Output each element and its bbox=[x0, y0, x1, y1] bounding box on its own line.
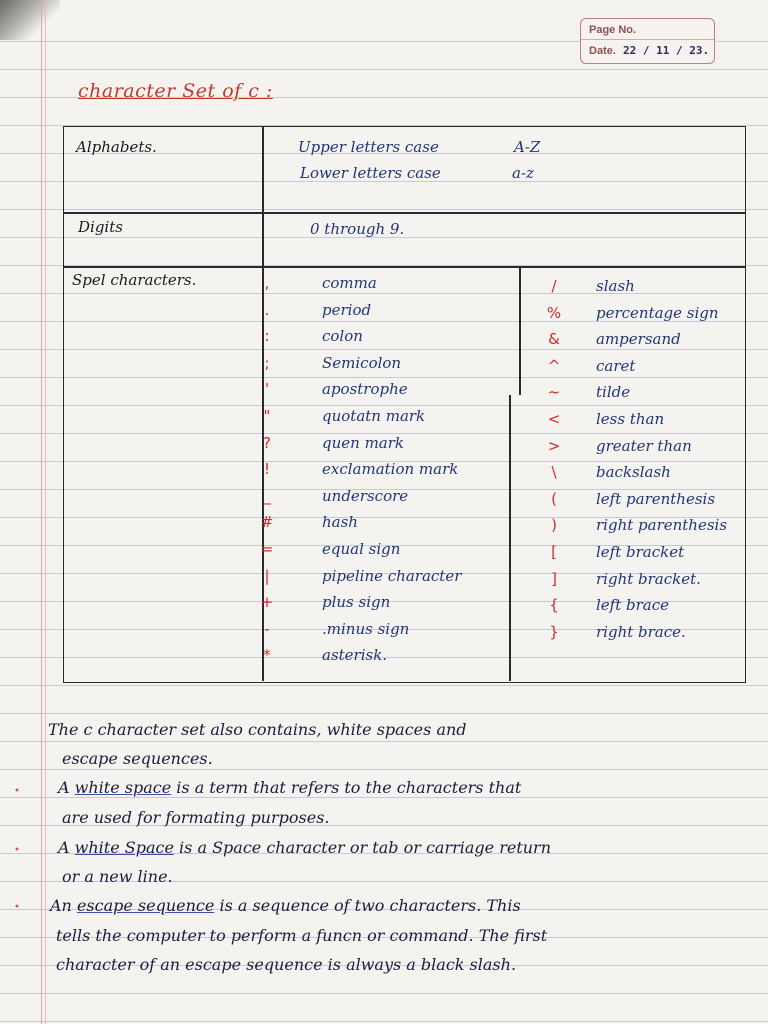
note-1-line-1: The c character set also contains, white spaces and bbox=[48, 720, 467, 739]
note-2-line-1 bbox=[58, 778, 521, 797]
right-item-name: less than bbox=[596, 410, 665, 428]
right-item-name: tilde bbox=[596, 383, 631, 402]
left-item-name: apostrophe bbox=[322, 380, 408, 399]
note-4-term: escape sequence bbox=[76, 896, 215, 915]
right-item-name: caret bbox=[596, 356, 636, 375]
left-item-name: asterisk. bbox=[322, 646, 388, 665]
left-item-name: .minus sign bbox=[322, 619, 410, 638]
left-item-symbol: ' bbox=[264, 380, 270, 399]
note-3-term: white Space bbox=[74, 838, 174, 857]
note-2-rest: is a term that refers to the characters that bbox=[176, 778, 522, 797]
right-item-name: backslash bbox=[596, 463, 671, 482]
date-row bbox=[589, 44, 709, 57]
note-3-line-2: or a new line. bbox=[62, 867, 173, 886]
right-item-symbol: ~ bbox=[547, 383, 561, 402]
right-item-name: ampersand bbox=[596, 330, 681, 349]
special-column-divider-bottom bbox=[509, 395, 511, 681]
note-4-rest: is a sequence of two characters. This bbox=[219, 896, 521, 915]
right-item-name: right bracket. bbox=[596, 569, 701, 588]
alphabets-label: Alphabets. bbox=[76, 138, 157, 156]
note-4-line-2: tells the computer to perform a funcn or command. The first bbox=[56, 926, 548, 945]
note-4-line-1 bbox=[50, 896, 521, 915]
note-1-line-2: escape sequences. bbox=[62, 749, 213, 768]
page-number-box bbox=[580, 18, 715, 64]
left-item-symbol: # bbox=[260, 513, 274, 532]
page-box-divider bbox=[581, 39, 714, 40]
right-item-symbol: % bbox=[546, 303, 562, 322]
right-item-symbol: > bbox=[547, 436, 561, 455]
right-item-symbol: \ bbox=[551, 463, 557, 482]
left-item-name: equal sign bbox=[322, 540, 401, 558]
left-item-name: colon bbox=[322, 327, 363, 346]
left-item-name: exclamation mark bbox=[322, 460, 459, 479]
right-item-symbol: ( bbox=[551, 489, 557, 508]
right-item-symbol: ] bbox=[551, 569, 557, 588]
table-row-divider-2 bbox=[64, 266, 745, 268]
right-item-name: greater than bbox=[596, 436, 692, 455]
right-item-symbol: & bbox=[548, 330, 560, 349]
left-item-name: period bbox=[322, 300, 372, 319]
bullet-3: • bbox=[14, 902, 20, 913]
lower-case-range: a-z bbox=[512, 164, 534, 182]
right-item-symbol: < bbox=[547, 410, 561, 428]
left-item-symbol: " bbox=[263, 407, 271, 425]
left-item-name: underscore bbox=[322, 486, 409, 505]
left-item-name: quen mark bbox=[322, 433, 404, 452]
bullet-1: • bbox=[14, 786, 20, 797]
note-2-line-2: are used for formating purposes. bbox=[62, 808, 330, 827]
right-item-symbol: ^ bbox=[547, 356, 561, 375]
left-item-symbol: - bbox=[264, 619, 270, 638]
digits-value: 0 through 9. bbox=[310, 220, 405, 238]
page-no-label: Page No. bbox=[589, 24, 637, 36]
special-column-divider-top bbox=[519, 266, 521, 395]
note-4-line-3: character of an escape sequence is always a black slash. bbox=[56, 955, 517, 974]
left-item-symbol: . bbox=[264, 300, 270, 319]
note-2-start: A bbox=[58, 778, 70, 797]
left-item-symbol: , bbox=[264, 274, 270, 292]
right-item-name: left brace bbox=[596, 596, 670, 615]
right-item-name: slash bbox=[596, 277, 635, 295]
left-item-symbol: ? bbox=[263, 433, 271, 452]
left-item-name: hash bbox=[322, 513, 358, 532]
date-label: Date. bbox=[589, 45, 616, 57]
note-3-rest: is a Space character or tab or carriage return bbox=[179, 838, 551, 857]
upper-case-range: A-Z bbox=[514, 138, 541, 156]
right-item-symbol: } bbox=[549, 622, 559, 641]
left-item-symbol: ; bbox=[264, 353, 270, 372]
right-item-name: left parenthesis bbox=[596, 489, 716, 508]
left-item-name: comma bbox=[322, 274, 377, 292]
upper-case-text: Upper letters case bbox=[298, 138, 439, 156]
note-3-start: A bbox=[58, 838, 70, 857]
note-2-term: white space bbox=[74, 778, 172, 797]
left-item-name: plus sign bbox=[322, 593, 391, 612]
left-item-symbol: _ bbox=[263, 486, 271, 505]
left-item-symbol: : bbox=[264, 327, 270, 346]
note-3-line-1 bbox=[58, 838, 551, 857]
right-item-symbol: { bbox=[549, 596, 559, 615]
page-corner-shadow bbox=[0, 0, 60, 40]
special-characters-label: Spel characters. bbox=[72, 271, 197, 289]
bullet-2: • bbox=[14, 845, 20, 856]
lower-case-text: Lower letters case bbox=[300, 164, 441, 182]
digits-label: Digits bbox=[78, 218, 123, 236]
page-heading: character Set of c : bbox=[78, 80, 273, 102]
left-item-symbol: ! bbox=[263, 460, 270, 479]
right-item-symbol: [ bbox=[551, 543, 557, 561]
right-item-name: right parenthesis bbox=[596, 516, 728, 535]
margin-line-inner bbox=[45, 0, 46, 1024]
right-item-name: percentage sign bbox=[596, 303, 719, 322]
table-row-divider-1 bbox=[64, 212, 745, 214]
right-item-name: left bracket bbox=[596, 543, 685, 561]
left-item-symbol: = bbox=[260, 540, 274, 558]
left-item-symbol: * bbox=[263, 646, 271, 665]
note-4-start: An bbox=[50, 896, 72, 915]
right-item-symbol: ) bbox=[551, 516, 557, 535]
left-item-symbol: | bbox=[264, 566, 270, 585]
margin-line bbox=[41, 0, 42, 1024]
left-item-name: quotatn mark bbox=[322, 407, 426, 425]
left-item-name: pipeline character bbox=[322, 566, 462, 585]
right-item-name: right brace. bbox=[596, 622, 686, 641]
left-item-name: Semicolon bbox=[322, 353, 402, 372]
left-item-symbol: + bbox=[260, 593, 274, 612]
date-value: 22 / 11 / 23. bbox=[622, 44, 710, 57]
right-item-symbol: / bbox=[551, 277, 557, 295]
